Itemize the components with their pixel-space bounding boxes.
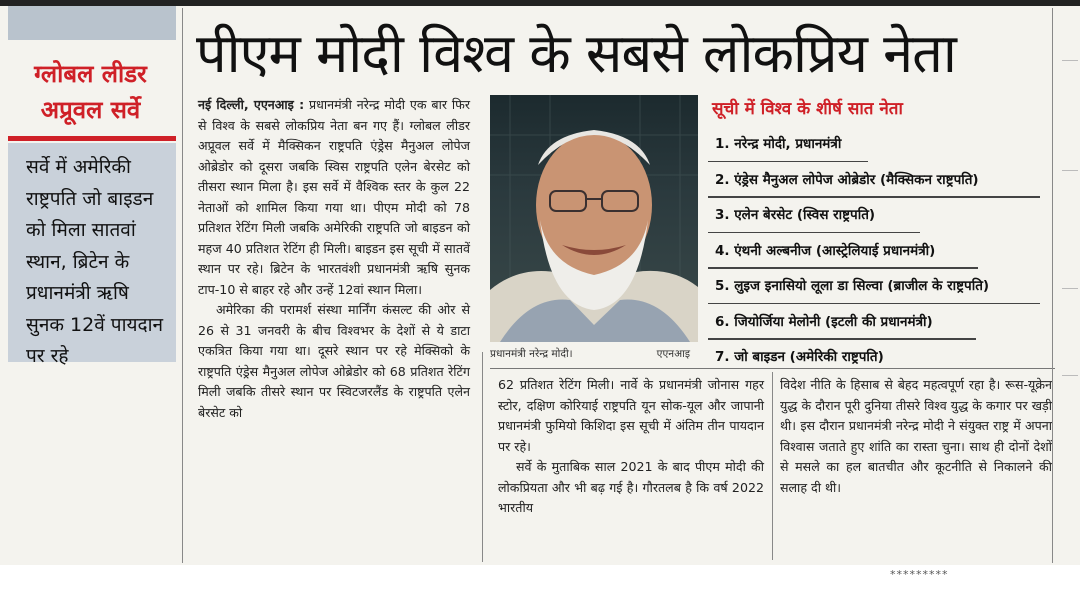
article-paragraph-1: प्रधानमंत्री नरेन्द्र मोदी एक बार फिर से विश्व के सबसे लोकप्रिय नेता बन गए हैं। ग्लोबल लीडर अप्रूवल सर्वे में मैक्सिकन राष्ट्रपति एंड्रेस मैनुअल लोपेज ओब्रेडोर को दूसरा जबकि स्विस राष्ट्रपति एलेन बेरसेट को तीसरा स्थान मिला है। इस सर्वे में वैश्विक स्तर के कुल 22 नेताओं को शामिल किया गया था। पीएम मोदी को 78 प्रतिशत रेटिंग मिली जबकि अमेरिकी राष्ट्रपति जो बाइडन को महज 40 प्रतिशत रेटिंग ही मिली। बाइडन इस सूची में सातवें स्थान पर रहे। ब्रिटेन के भारतवंशी प्रधानमंत्री ऋषि सुनक टाप-10 से बाहर रहे और उन्हें 12वां स्थान मिला।: [198, 97, 470, 297]
leader-item: 7. जो बाइडन (अमेरिकी राष्ट्रपति): [715, 349, 884, 365]
leader-item: 2. एंड्रेस मैनुअल लोपेज ओब्रेडोर (मैक्सिकन राष्ट्रपति): [708, 166, 1048, 194]
article-column-1: [198, 95, 470, 423]
article-paragraph-3: 62 प्रतिशत रेटिंग मिली। नार्वे के प्रधानमंत्री जोनास गहर स्टोर, दक्षिण कोरियाई राष्ट्रपति यून सोक-यूल और जापानी प्रधानमंत्री फुमियो किशिदा इस सूची में अंतिम तीन पायदान पर रहे।: [498, 377, 764, 454]
leader-item: 4. एंथनी अल्बनीज (आस्ट्रेलियाई प्रधानमंत्री): [708, 237, 1048, 265]
article-paragraph-5: विदेश नीति के हिसाब से बेहद महत्वपूर्ण रहा है। रूस-यूक्रेन युद्ध के दौरान पूरी दुनिया तीसरे विश्व युद्ध के कगार पर खड़ी थी। इस दौरान प्रधानमंत्री नरेन्द्र मोदी ने संयुक्त राष्ट्र में अपना विश्वास जताते हुए शांति का रास्ता चुना। साथ ही दोनों देशों से मसले का हल बातचीत और कूटनीति से निकालने की सलाह दी थी।: [780, 377, 1052, 495]
section-label-line2: अप्रूवल सर्वे: [40, 96, 141, 124]
right-edge-strip: [1058, 20, 1080, 565]
leaders-box-title: सूची में विश्व के शीर्ष सात नेता: [712, 99, 903, 119]
article-column-2: [498, 375, 764, 519]
article-column-3: [780, 375, 1052, 498]
right-divider: [1052, 8, 1053, 563]
photo-credit: एएनआइ: [656, 348, 690, 360]
section-label-line1: ग्लोबल लीडर: [34, 60, 147, 88]
footer-stars: *********: [890, 568, 949, 581]
leader-item: 6. जियोर्जिया मेलोनी (इटली की प्रधानमंत्री): [708, 308, 1048, 336]
sidebar-summary-text: सर्वे में अमेरिकी राष्ट्रपति जो बाइडन को मिला सातवां स्थान, ब्रिटेन के प्रधानमंत्री ऋषि सुनक 12वें पायदान पर रहे: [26, 156, 164, 367]
column-divider: [482, 352, 483, 562]
column-divider: [772, 372, 773, 560]
sidebar-summary-box: [8, 143, 176, 367]
headline: पीएम मोदी विश्व के सबसे लोकप्रिय नेता: [196, 22, 956, 85]
leader-item: 5. लुइज इनासियो लूला डा सिल्वा (ब्राजील के राष्ट्रपति): [708, 272, 1048, 300]
section-rule: [8, 136, 176, 141]
leader-item: 3. एलेन बेरसेट (स्विस राष्ट्रपति): [708, 201, 1048, 229]
left-top-bar: [8, 6, 176, 40]
leader-item: 1. नरेन्द्र मोदी, प्रधानमंत्री: [708, 130, 1048, 158]
leaders-list: [708, 130, 1048, 379]
dateline: नई दिल्ली, एएनआइ :: [198, 97, 305, 112]
modi-photo: [490, 95, 698, 342]
column-divider: [182, 8, 183, 563]
article-paragraph-4: सर्वे के मुताबिक साल 2021 के बाद पीएम मोदी की लोकप्रियता और भी बढ़ गई है। गौरतलब है कि वर्ष 2022 भारतीय: [498, 459, 764, 515]
article-paragraph-2: अमेरिका की परामर्श संस्था मार्निंग कंसल्ट की ओर से 26 से 31 जनवरी के बीच विश्वभर के देशों से ये डाटा एकत्रित किया गया था। दूसरे स्थान पर रहे मेक्सिको के राष्ट्रपति एंड्रेस मैनुअल लोपेज ओब्रेडोर को 68 प्रतिशत रेटिंग मिली जबकि तीसरे स्थान पर स्विटजरलैंड के राष्ट्रपति एलेन बेरसेट को: [198, 302, 470, 420]
photo-caption: प्रधानमंत्री नरेन्द्र मोदी।: [490, 348, 573, 360]
